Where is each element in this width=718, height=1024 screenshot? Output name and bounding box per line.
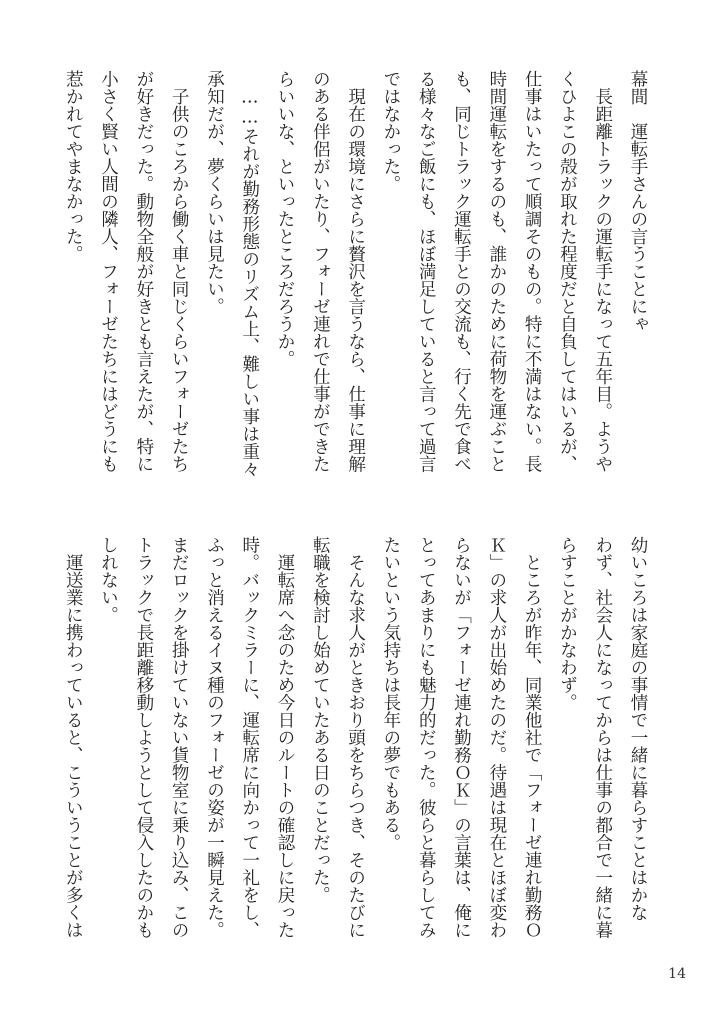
text-column: 小さく賢い人間の隣人、フォーゼたちにはどうにも xyxy=(98,70,119,473)
text-column: 幼いころは家庭の事情で一緒に暮らすことはかな xyxy=(628,536,648,921)
text-column: 転職を検討し始めていたある日のことだった。 xyxy=(310,536,331,904)
lower-text-block xyxy=(63,536,648,986)
text-column: ふっと消えるイヌ種のフォーゼの姿が一瞬見えた。 xyxy=(204,536,225,939)
upper-text-block xyxy=(63,70,648,520)
text-column: 時。バックミラーに、運転席に向かって一礼をし、 xyxy=(239,536,260,939)
text-column: 運送業に携わっていると、こういうことが多くは xyxy=(63,536,84,939)
text-column: らないが「フォーゼ連れ勤務ＯＫ」の言葉は、俺に xyxy=(451,536,472,939)
text-column: る様々なご飯にも、ほぼ満足していると言って過言 xyxy=(416,70,437,473)
text-column: トラックで長距離移動しようとして侵入したのかも xyxy=(133,536,154,939)
text-column: ……それが勤務形態のリズム上、難しい事は重々 xyxy=(239,70,260,478)
page-number: 14 xyxy=(668,966,686,982)
text-column: 時間運転をするのも、誰かのために荷物を運ぶこと xyxy=(486,70,507,473)
text-column: ところが昨年、同業他社で「フォーゼ連れ勤務Ｏ xyxy=(522,536,543,939)
text-column: 長距離トラックの運転手になって五年目。ようや xyxy=(592,70,613,473)
text-column: が好きだった。動物全般が好きとも言えたが、特に xyxy=(133,70,154,473)
text-column: も、同じトラック運転手との交流も、行く先で食べ xyxy=(451,70,472,473)
text-column: くひよこの殻が取れた程度だと自負してはいるが、 xyxy=(557,70,578,473)
text-column: ではなかった。 xyxy=(380,70,401,193)
text-column: 子供のころから働く車と同じくらいフォーゼたち xyxy=(169,70,190,473)
text-column: Ｋ」の求人が出始めたのだ。待遇は現在とほぼ変わ xyxy=(486,536,507,939)
text-column: 現在の環境にさらに贅沢を言うなら、仕事に理解 xyxy=(345,70,366,473)
text-column: たいという気持ちは長年の夢でもある。 xyxy=(380,536,401,851)
text-column: そんな求人がときおり頭をちらつき、そのたびに xyxy=(345,536,366,939)
text-column: のある伴侶がいたり、フォーゼ連れで仕事ができた xyxy=(310,70,331,473)
text-column: 仕事はいたって順調そのもの。特に不満はない。長 xyxy=(522,70,543,473)
text-column: らすことがかなわず。 xyxy=(557,536,578,711)
text-column: わず、社会人になってからは仕事の都合で一緒に暮 xyxy=(592,536,613,939)
text-column: とってあまりにも魅力的だった。彼らと暮らしてみ xyxy=(416,536,437,939)
chapter-title: 幕間 運転手さんの言うことにゃ xyxy=(628,70,648,333)
text-column: 運転席へ念のため今日のルートの確認しに戻った xyxy=(275,536,296,939)
text-column: らいいな、といったところだろうか。 xyxy=(275,70,296,368)
text-column: 惹かれてやまなかった。 xyxy=(63,70,84,263)
text-column: しれない。 xyxy=(98,536,119,624)
text-column: まだロックを掛けていない貨物室に乗り込み、この xyxy=(169,536,190,939)
text-column: 承知だが、夢くらいは見たい。 xyxy=(204,70,225,315)
